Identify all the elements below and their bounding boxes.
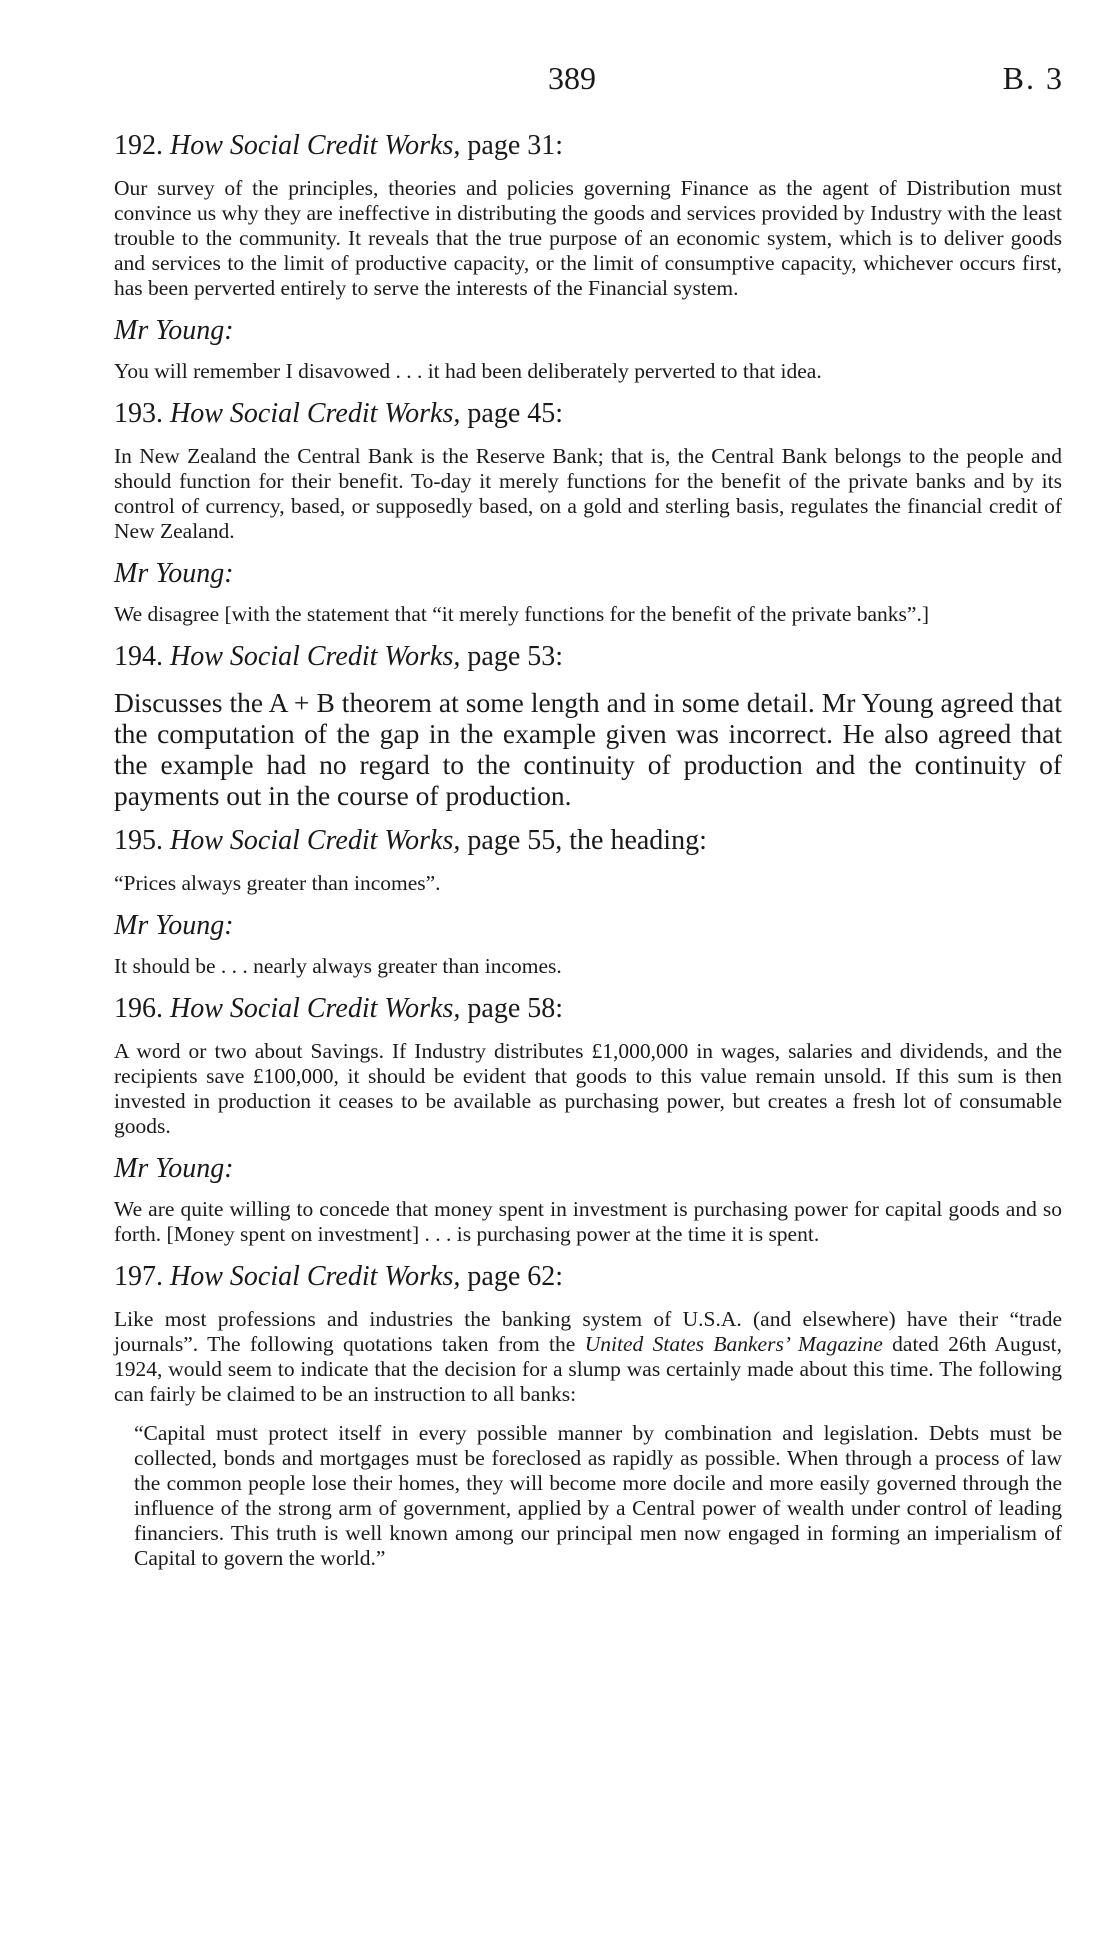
excerpt-paragraph [110,1307,1062,1407]
book-title: How Social Credit Works, [170,1261,461,1292]
speaker-reply: You will remember I disavowed . . . it had been deliberately perverted to that idea. [114,359,822,383]
speaker-reply: We disagree [with the statement that “it merely functions for the benefit of the private banks”.] [114,602,929,626]
book-title: How Social Credit Works, [170,130,461,161]
page-reference: page 45: [467,398,564,429]
page-reference: page 62: [467,1261,564,1292]
excerpt-paragraph: Our survey of the principles, theories and policies governing Finance as the agent of Distribution must convince us why they are ineffective in distributing the goods and services provided by Industry with the least trouble to the community. It reveals that the true purpose of an economic system, which is to deliver goods and services to the limit of productive capacity, or the limit of consumptive capacity, whichever occurs first, has been perverted entirely to serve the interests of the Financial system. [114,176,1062,300]
page-body [110,130,1062,1571]
speaker-reply: It should be . . . nearly always greater than incomes. [114,954,562,978]
speaker-label: Mr Young: [114,558,234,589]
document-reference: B. 3 [1002,60,1064,96]
excerpt-paragraph: A word or two about Savings. If Industry distributes £1,000,000 in wages, salaries and dividends, and the recipients save £100,000, it should be evident that goods to this value remain unsold. If this sum is then invested in production it ceases to be available as purchasing power, but creates a fresh lot of consumable goods. [114,1039,1062,1138]
book-title: How Social Credit Works, [170,398,461,429]
section-number: 193. [114,398,163,429]
block-quote: “Capital must protect itself in every possible manner by combination and legislation. Debts must be collected, bonds and mortgages must be foreclosed as rapidly as possible. When through a process of law the common people lose their homes, they will become more docile and more easily governed through the influence of the strong arm of government, applied by a Central power of wealth under control of leading financiers. This truth is well known among our principal men now engaged in forming an imperialism of Capital to govern the world.” [134,1421,1062,1570]
section-number: 194. [114,641,163,672]
speaker-reply: We are quite willing to concede that money spent in investment is purchasing power for capital goods and so forth. [Money spent on investment] . . . is purchasing power at the time it is spent. [114,1197,1062,1246]
section-heading-194 [110,641,1062,673]
book-title: How Social Credit Works, [170,825,461,856]
excerpt-paragraph: “Prices always greater than incomes”. [114,871,441,895]
section-number: 195. [114,825,163,856]
book-title: How Social Credit Works, [170,993,461,1024]
section-number: 192. [114,130,163,161]
page-reference: page 58: [467,993,564,1024]
book-title: How Social Credit Works, [170,641,461,672]
excerpt-text-part: Like most professions and industries the banking system of U.S.A. (and elsewhere) have their “trade journals”. The following quotations taken from the [114,1307,1062,1356]
speaker-label: Mr Young: [114,315,234,346]
section-heading-195 [110,825,1062,857]
section-heading-196 [110,993,1062,1025]
section-number: 197. [114,1261,163,1292]
excerpt-paragraph: In New Zealand the Central Bank is the Reserve Bank; that is, the Central Bank belongs to the people and should function for their benefit. To-day it merely functions for the benefit of the private banks and by its control of currency, based, or supposedly based, on a gold and sterling basis, regulates the financial credit of New Zealand. [114,444,1062,543]
page-header [0,60,1114,100]
page-reference: page 55, the heading: [467,825,707,856]
section-number: 196. [114,993,163,1024]
excerpt-text-part: dated 26th August, 1924, would seem to indicate that the decision for a slump was certainly made about this time. The following can fairly be claimed to be an instruction to all banks: [114,1332,1063,1406]
speaker-label: Mr Young: [114,910,234,941]
section-heading-197 [110,1261,1062,1293]
speaker-label: Mr Young: [114,1153,234,1184]
excerpt-paragraph: Discusses the A + B theorem at some length and in some detail. Mr Young agreed that the computation of the gap in the example given was incorrect. He also agreed that the example had no regard to the continuity of production and the continuity of payments out in the course of production. [114,687,1062,811]
page-reference: page 53: [467,641,564,672]
section-heading-192 [110,130,1062,162]
page-number: 389 [548,60,596,96]
page-reference: page 31: [467,130,564,161]
publication-title: United States Bankers’ Magazine [584,1332,883,1356]
section-heading-193 [110,398,1062,430]
